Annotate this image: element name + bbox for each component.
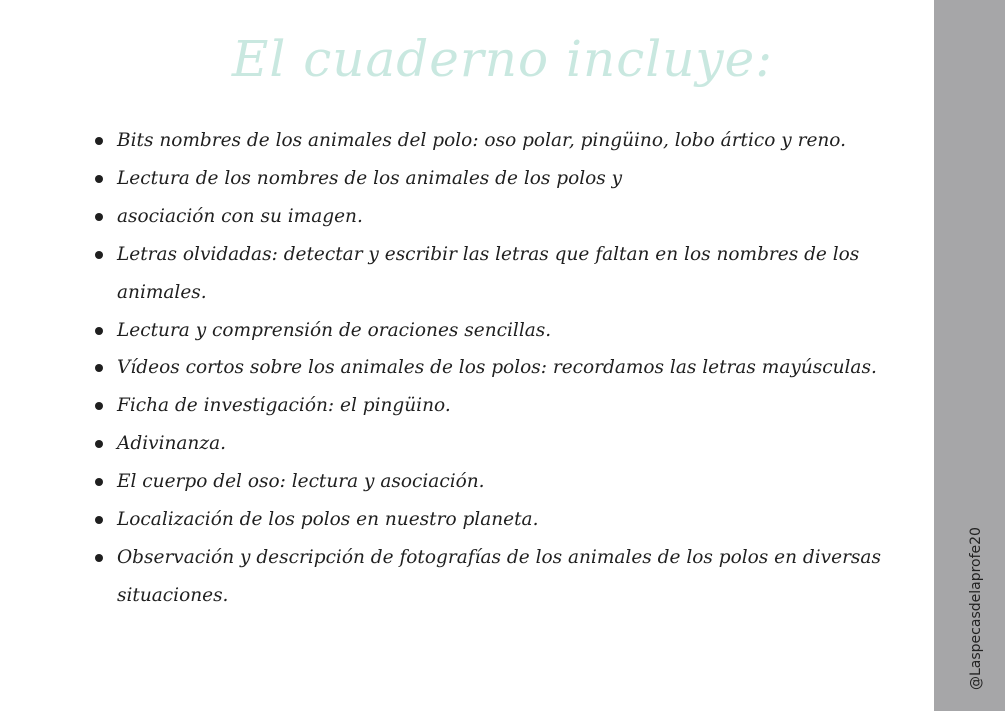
list-item xyxy=(92,501,922,539)
list-item-text: Lectura y comprensión de oraciones sencillas. xyxy=(117,319,552,341)
list-item xyxy=(92,387,922,425)
page-title: El cuaderno incluye: xyxy=(231,30,774,88)
list-item xyxy=(92,160,922,198)
bullet-icon xyxy=(95,175,103,183)
author-handle: @Laspecasdelaprofe20 xyxy=(968,527,984,690)
bullet-icon xyxy=(95,516,103,524)
bullet-icon xyxy=(95,478,103,486)
list-item-text: Adivinanza. xyxy=(117,433,227,455)
bullet-icon xyxy=(95,137,103,145)
list-item xyxy=(92,312,922,350)
bullet-icon xyxy=(95,364,103,372)
bullet-icon xyxy=(95,327,103,335)
list-item xyxy=(92,463,922,501)
list-item xyxy=(92,349,922,387)
list-item xyxy=(92,236,922,312)
list-item-text: El cuerpo del oso: lectura y asociación. xyxy=(117,471,485,493)
list-item-text: Localización de los polos en nuestro planeta. xyxy=(117,509,539,531)
list-item-text: Observación y descripción de fotografías de los animales de los polos en diversas situaciones. xyxy=(117,546,881,606)
list-item-text: Letras olvidadas: detectar y escribir las letras que faltan en los nombres de los animales. xyxy=(117,243,860,303)
bullet-icon xyxy=(95,213,103,221)
bullet-icon xyxy=(95,251,103,259)
list-item xyxy=(92,198,922,236)
list-item-text: Lectura de los nombres de los animales de los polos y xyxy=(117,167,623,189)
list-item xyxy=(92,539,922,615)
bullet-icon xyxy=(95,554,103,562)
list-item xyxy=(92,122,922,160)
feature-list xyxy=(92,122,922,615)
list-item-text: Vídeos cortos sobre los animales de los polos: recordamos las letras mayúsculas. xyxy=(117,357,877,379)
list-item-text: Bits nombres de los animales del polo: oso polar, pingüino, lobo ártico y reno. xyxy=(117,130,846,151)
list-item-text: asociación con su imagen. xyxy=(117,205,363,227)
bullet-icon xyxy=(95,402,103,410)
list-item xyxy=(92,425,922,463)
bullet-icon xyxy=(95,440,103,448)
list-item-text: Ficha de investigación: el pingüino. xyxy=(117,395,451,417)
